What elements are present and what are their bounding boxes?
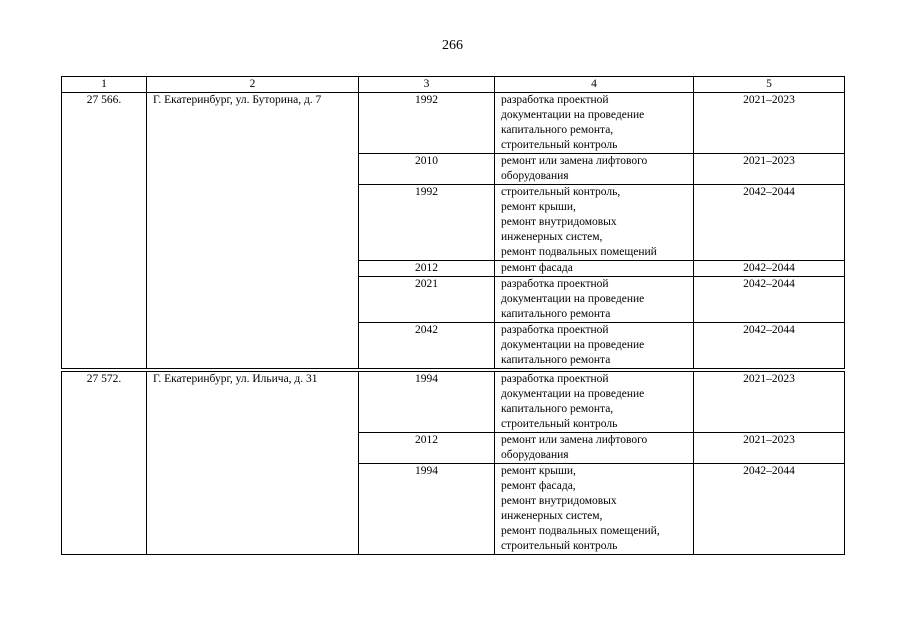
work-type-line: ремонт внутридомовых: [501, 495, 617, 507]
work-type-line: ремонт или замена лифтового: [501, 434, 648, 446]
work-type-line: документации на проведение: [501, 109, 645, 121]
work-type-line: ремонт крыши,: [501, 465, 576, 477]
header-col-4: 4: [495, 77, 694, 93]
work-type-line: ремонт внутридомовых: [501, 216, 617, 228]
work-type-line: разработка проектной: [501, 373, 609, 385]
house-address: Г. Екатеринбург, ул. Ильича, д. 31: [147, 372, 359, 555]
header-col-1: 1: [62, 77, 147, 93]
year-cell: 1992: [359, 185, 495, 261]
header-row: [62, 77, 845, 93]
work-type-line: строительный контроль,: [501, 186, 621, 198]
page-number: 266: [442, 38, 463, 53]
period-cell: 2021–2023: [694, 433, 845, 464]
period-cell: 2042–2044: [694, 261, 845, 277]
work-type-line: ремонт подвальных помещений,: [501, 525, 660, 537]
year-cell: 2012: [359, 433, 495, 464]
house-address: Г. Екатеринбург, ул. Буторина, д. 7: [147, 93, 359, 369]
work-type-line: инженерных систем,: [501, 231, 603, 243]
period-cell: 2021–2023: [694, 154, 845, 185]
work-type-line: инженерных систем,: [501, 510, 603, 522]
period-cell: 2042–2044: [694, 464, 845, 555]
work-type-line: ремонт или замена лифтового: [501, 155, 648, 167]
table-row: [62, 372, 845, 433]
work-type-line: документации на проведение: [501, 293, 645, 305]
work-type-cell: [495, 185, 694, 261]
year-cell: 1992: [359, 93, 495, 154]
work-type-line: документации на проведение: [501, 388, 645, 400]
table-row: [62, 93, 845, 154]
house-number: 27 572.: [62, 372, 147, 555]
work-type-line: разработка проектной: [501, 324, 609, 336]
year-cell: 1994: [359, 464, 495, 555]
capital-repair-table: [61, 76, 845, 555]
work-type-line: строительный контроль: [501, 540, 618, 552]
work-type-cell: [495, 323, 694, 369]
work-type-line: капитального ремонта,: [501, 124, 614, 136]
table-body: [62, 93, 845, 555]
table-header: [62, 77, 845, 93]
work-type-line: капитального ремонта: [501, 308, 611, 320]
work-type-line: разработка проектной: [501, 94, 609, 106]
work-type-cell: [495, 372, 694, 433]
period-cell: 2042–2044: [694, 185, 845, 261]
work-type-line: ремонт подвальных помещений: [501, 246, 657, 258]
work-type-cell: [495, 464, 694, 555]
year-cell: 2010: [359, 154, 495, 185]
work-type-line: капитального ремонта: [501, 354, 611, 366]
work-type-line: оборудования: [501, 449, 569, 461]
year-cell: 2042: [359, 323, 495, 369]
year-cell: 2021: [359, 277, 495, 323]
work-type-cell: [495, 433, 694, 464]
header-col-3: 3: [359, 77, 495, 93]
period-cell: 2021–2023: [694, 372, 845, 433]
work-type-line: ремонт крыши,: [501, 201, 576, 213]
period-cell: 2042–2044: [694, 277, 845, 323]
period-cell: 2042–2044: [694, 323, 845, 369]
work-type-cell: [495, 154, 694, 185]
work-type-cell: [495, 93, 694, 154]
work-type-line: документации на проведение: [501, 339, 645, 351]
year-cell: 2012: [359, 261, 495, 277]
work-type-cell: [495, 277, 694, 323]
year-cell: 1994: [359, 372, 495, 433]
work-type-line: оборудования: [501, 170, 569, 182]
work-type-line: разработка проектной: [501, 278, 609, 290]
house-number: 27 566.: [62, 93, 147, 369]
header-col-2: 2: [147, 77, 359, 93]
work-type-line: строительный контроль: [501, 418, 618, 430]
period-cell: 2021–2023: [694, 93, 845, 154]
work-type-line: ремонт фасада,: [501, 480, 576, 492]
header-col-5: 5: [694, 77, 845, 93]
work-type-line: строительный контроль: [501, 139, 618, 151]
work-type-cell: [495, 261, 694, 277]
work-type-line: капитального ремонта,: [501, 403, 614, 415]
work-type-line: ремонт фасада: [501, 262, 573, 274]
